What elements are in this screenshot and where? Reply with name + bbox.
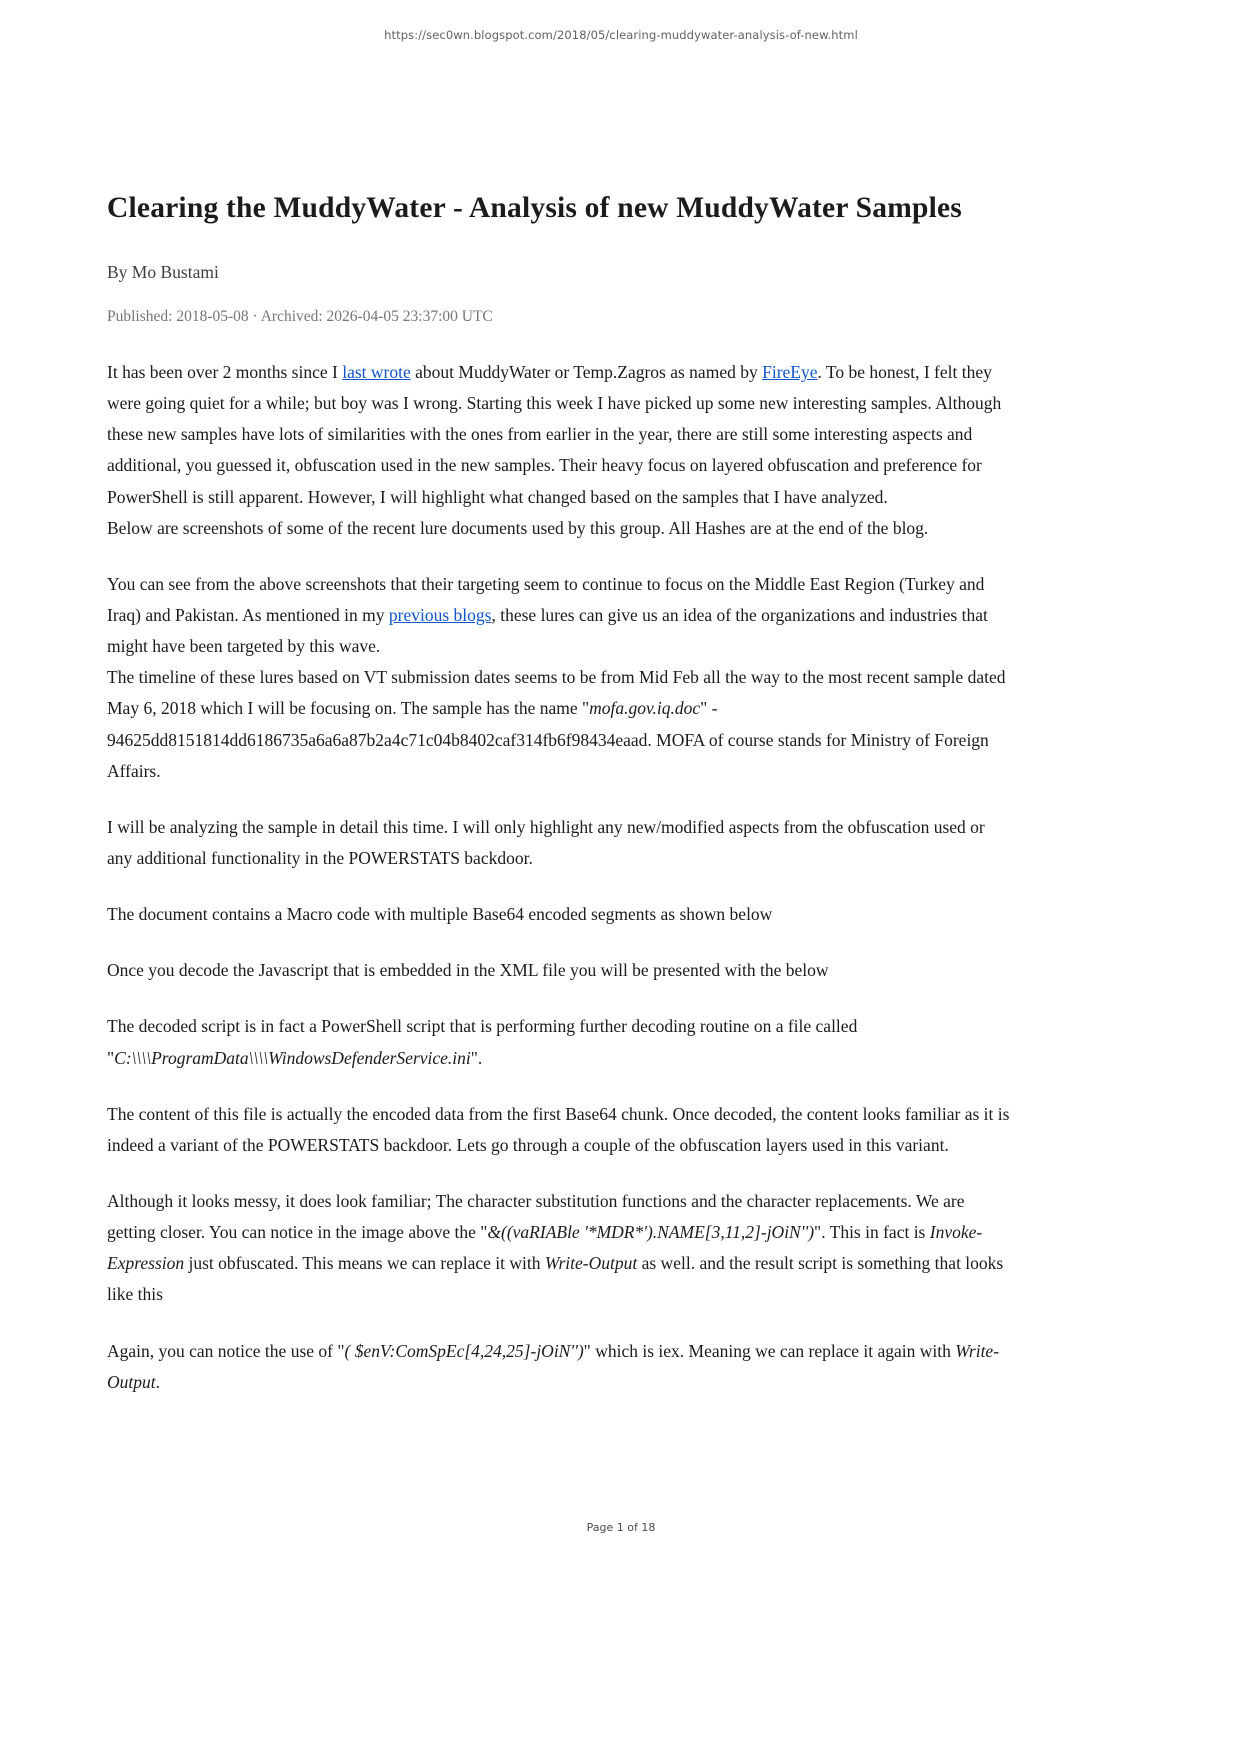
- paragraph: [107, 1099, 1012, 1161]
- text-run: You can see from the above screenshots that their targeting seem to continue to focus on the Middle East Region (Turkey and Iraq) and Pakistan. As mentioned in my: [107, 573, 985, 625]
- article-title: Clearing the MuddyWater - Analysis of new MuddyWater Samples: [107, 192, 962, 224]
- text-run: ". This in fact is: [814, 1222, 930, 1243]
- paragraph: [107, 812, 1012, 874]
- text-run: The decoded script is in fact a PowerShell script that is performing further decoding routine on a file called ": [107, 1016, 858, 1068]
- text-run: .: [155, 1371, 160, 1392]
- paragraph: [107, 357, 1012, 544]
- italic-text: Invoke-Expression: [107, 1222, 983, 1274]
- text-run: The document contains a Macro code with multiple Base64 encoded segments as shown below: [107, 904, 773, 925]
- paragraph: [107, 569, 1012, 787]
- italic-text: Write-Output: [107, 1340, 1000, 1392]
- text-run: " - 94625dd8151814dd6186735a6a6a87b2a4c71c04b8402caf314fb6f98434eaad. MOFA of course stands for Ministry of Foreign Affairs.: [107, 698, 989, 781]
- text-run: " which is iex. Meaning we can replace it again with: [583, 1340, 956, 1361]
- text-run: about MuddyWater or Temp.Zagros as named by: [410, 362, 763, 382]
- text-run: Again, you can notice the use of ": [107, 1340, 345, 1361]
- text-run: just obfuscated. This means we can replace it with: [184, 1253, 545, 1274]
- italic-text: mofa.gov.iq.doc: [589, 698, 701, 719]
- text-run: The content of this file is actually the encoded data from the first Base64 chunk. Once decoded, the content looks familiar as it is indeed a variant of the POWERSTATS backdoor. Lets go through a couple of the obfuscation layers used in this variant.: [107, 1103, 1010, 1155]
- italic-text: ( $enV:ComSpEc[4,24,25]-jOiN''): [344, 1340, 584, 1361]
- text-run: Below are screenshots of some of the recent lure documents used by this group. All Hashes are at the end of the blog.: [107, 517, 929, 538]
- italic-text: &((vaRIABle '*MDR*').NAME[3,11,2]-jOiN''): [487, 1222, 815, 1243]
- text-run: Although it looks messy, it does look familiar; The character substitution functions and the character replacements. We are getting closer. You can notice in the image above the ": [107, 1190, 965, 1243]
- paragraph: [107, 1336, 1012, 1398]
- text-run: as well. and the result script is something that looks like this: [107, 1253, 1004, 1305]
- article: [107, 192, 1012, 1423]
- article-byline: By Mo Bustami: [107, 262, 219, 282]
- paragraph: [107, 1011, 1012, 1073]
- text-run: . To be honest, I felt they were going quiet for a while; but boy was I wrong. Starting this week I have picked up some new interesting samples. Although these new samples have lots of similarities with the ones from earlier in the year, there are still some interesting aspects and additional, you guessed it, obfuscation used in the new samples. Their heavy focus on layered obfuscation and preference for PowerShell is still apparent. However, I will highlight what changed based on the samples that I have analyzed.: [107, 362, 1002, 507]
- article-meta: Published: 2018-05-08 · Archived: 2026-04-05 23:37:00 UTC: [107, 308, 493, 325]
- inline-link[interactable]: last wrote: [342, 362, 411, 382]
- article-body: [107, 357, 1012, 1398]
- paragraph: [107, 955, 1012, 986]
- text-run: , these lures can give us an idea of the organizations and industries that might have been targeted by this wave.: [107, 604, 988, 657]
- text-run: ".: [470, 1047, 483, 1068]
- inline-link[interactable]: FireEye: [762, 362, 818, 382]
- text-run: Once you decode the Javascript that is embedded in the XML file you will be presented with the below: [107, 960, 829, 981]
- print-header-url: https://sec0wn.blogspot.com/2018/05/clearing-muddywater-analysis-of-new.html: [384, 28, 858, 42]
- text-run: I will be analyzing the sample in detail this time. I will only highlight any new/modified aspects from the obfuscation used or any additional functionality in the POWERSTATS backdoor.: [107, 816, 985, 868]
- paragraph: [107, 899, 1012, 930]
- italic-text: Write-Output: [544, 1253, 638, 1274]
- paragraph: [107, 1186, 1012, 1311]
- italic-text: C:\\\\ProgramData\\\\WindowsDefenderService.ini: [114, 1047, 471, 1068]
- page-number: Page 1 of 18: [586, 1521, 656, 1534]
- inline-link[interactable]: previous blogs: [388, 604, 492, 625]
- text-run: The timeline of these lures based on VT submission dates seems to be from Mid Feb all the way to the most recent sample dated May 6, 2018 which I will be focusing on. The sample has the name ": [107, 667, 1006, 719]
- text-run: It has been over 2 months since I: [107, 362, 343, 382]
